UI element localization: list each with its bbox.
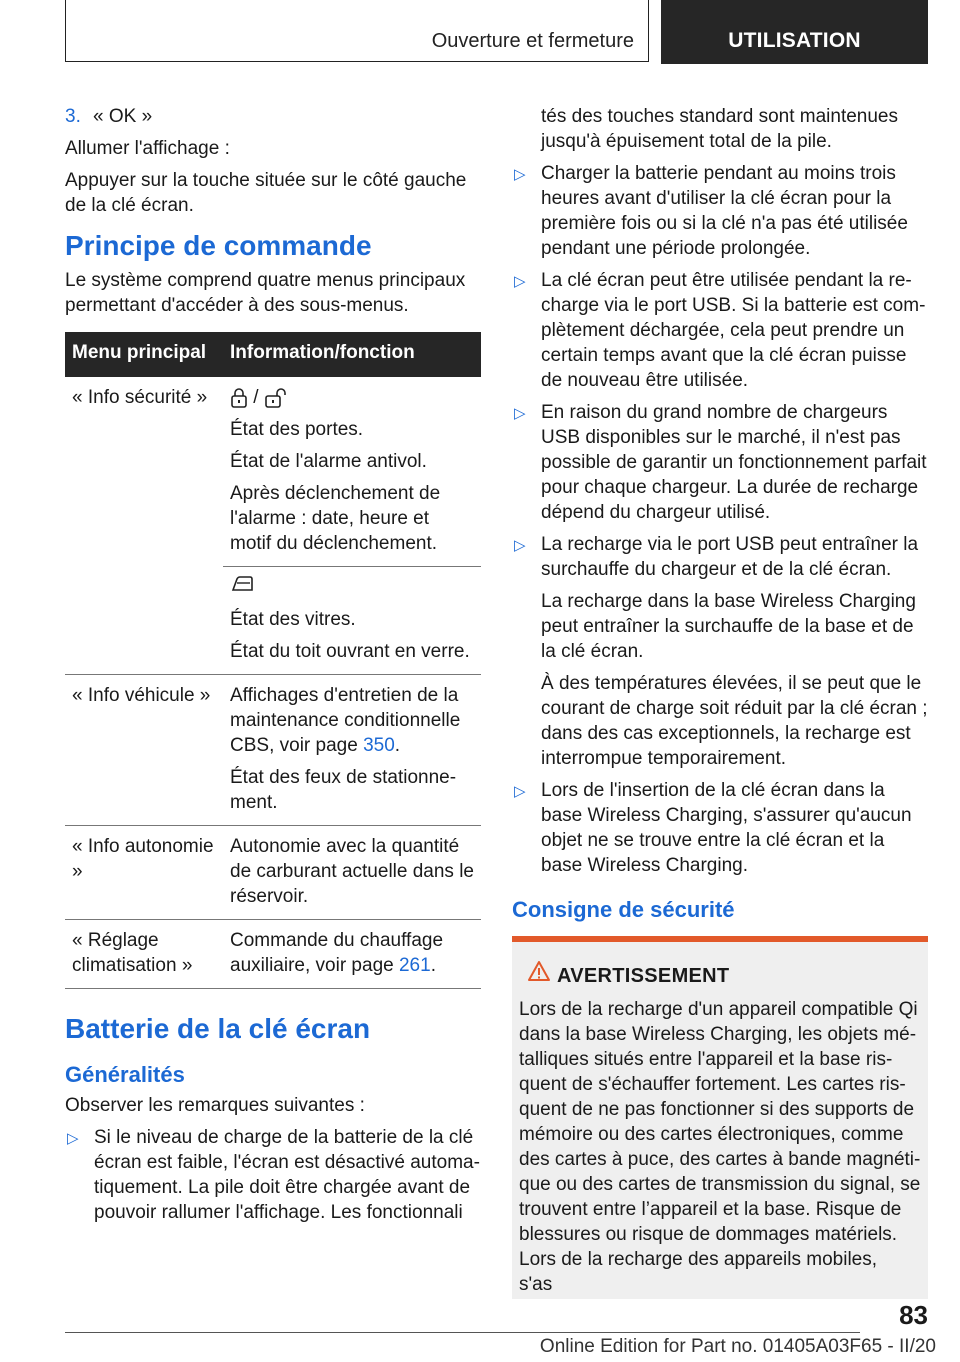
step-number: 3. [65,106,81,127]
info-line: État de l'alarme antivol. [230,451,427,472]
page-header [65,0,928,64]
table-header-row [65,332,481,377]
list-item-text: La recharge via le port USB peut entraîner la surchauffe du chargeur et de la clé écran. [541,534,919,580]
info-text-end: . [430,955,436,976]
list-item-text: tés des touches standard sont maintenues jusqu'à épuisement total de la pile. [541,106,899,152]
bullet-triangle-icon: ▷ [514,166,526,183]
paragraph: Observer les remarques suivantes : [65,1095,365,1116]
table-header-menu: Menu principal [65,332,223,377]
table-header-info: Information/fonction [223,332,481,377]
table-cell-menu: « Info autonomie » [65,826,223,920]
table-row [65,377,481,567]
list-item-text: À des températures élevées, il se peut que le courant de charge soit réduit par la clé écran ; dans des cas exceptionnels, la recharge est interrompue temporairement. [541,673,928,769]
warning-title-text: AVERTISSEMENT [557,965,730,987]
bullet-triangle-icon: ▷ [514,273,526,290]
list-item-text: Charger la batterie pendant au moins trois heures avant d'utiliser la clé écran pour la première fois ou si la clé n'a pas été utilisée pendant une période prolongée. [541,163,908,259]
section-title: Ouverture et fermeture [431,30,634,52]
heading-generalites: Généralités [65,1062,185,1087]
bullet-triangle-icon: ▷ [514,405,526,422]
list-item [512,778,928,878]
menu-table [65,332,481,989]
right-column [512,104,928,1299]
list-item-text: Lors de l'insertion de la clé écran dans la base Wireless Charging, s'assurer qu'aucun objet ne se trouve entre la clé écran et la base Wireless Charging. [541,780,912,876]
table-cell-info [223,377,481,567]
footer-rule [65,1332,860,1333]
table-cell-info [223,920,481,989]
heading-batterie: Batterie de la clé écran [65,1013,371,1044]
footer-text: Online Edition for Part no. 01405A03F65 - II/20 [539,1336,936,1357]
lock-open-icon [264,388,290,408]
warning-title [519,936,921,989]
list-item [512,532,928,771]
table-cell-info [223,675,481,826]
table-cell-menu: « Info sécurité » [65,377,223,675]
lock-icons [230,385,474,410]
table-row [65,675,481,826]
page-link-261[interactable]: 261 [398,955,431,976]
heading-consigne: Consigne de sécurité [512,897,735,922]
paragraph: Allumer l'affichage : [65,138,230,159]
chapter-tab [661,0,928,64]
info-text: Affichages d'entretien de la maintenance conditionnelle CBS, voir page [230,685,461,756]
list-item [512,161,928,261]
icon-separator: / [253,387,259,408]
list-item-text: Si le niveau de charge de la batterie de la clé écran est faible, l'écran est désactivé automatiquement. La pile doit être chargée avant de pouvoir rallumer l'affichage. Les fonctionnali [94,1127,480,1223]
table-cell-info: Autonomie avec la quantité de carburant actuelle dans le réservoir. [223,826,481,920]
paragraph: Appuyer sur la touche située sur le côté gauche de la clé écran. [65,170,467,216]
step-text: « OK » [93,106,153,127]
list-item-text: La clé écran peut être utilisée pendant la recharge via le port USB. Si la batterie est complètement déchargée, cela peut prendre un certain temps avant que la clé écran puisse de nouveau être utilisée. [541,270,926,391]
car-window-icon [230,575,254,593]
page-link-350[interactable]: 350 [363,735,395,756]
bullet-list [512,104,928,878]
list-item-text: La recharge dans la base Wireless Charging peut entraîner la surchauffe de la base et de la clé écran. [541,591,916,662]
info-line [230,683,474,758]
bullet-triangle-icon: ▷ [514,537,526,554]
info-line: Après déclenchement de l'alarme : date, heure et motif du déclenchement. [230,483,441,554]
list-item-continued [512,104,928,154]
info-line: État des feux de stationnement. [230,767,457,813]
bullet-triangle-icon: ▷ [67,1130,79,1147]
info-text-end: . [394,735,401,756]
left-column [65,104,481,1232]
warning-triangle-icon [527,960,551,982]
heading-principe: Principe de commande [65,230,372,261]
chapter-title: UTILISATION [728,29,861,52]
section-tab [65,0,649,62]
info-line: État des vitres. [230,609,356,630]
page-number: 83 [899,1300,928,1330]
warning-text: Lors de la recharge d'un appareil compatible Qi dans la base Wireless Charging, les objets métalliques situés entre l'appareil et la base risquent de s'échauffer fortement. Les cartes risquent de ne pas fonctionner si des supports de mémoire ou des cartes électroniques, comme des cartes à puce, des cartes à bande magnétique ou des cartes de transmission du signal, se trouvent entre l’appareil et la base. Risque de blessures ou risque de dommages matériels. Lors de la recharge des appareils mobiles, s'as [519,999,921,1295]
bullet-triangle-icon: ▷ [514,783,526,800]
lock-closed-icon [230,388,248,408]
table-row [65,920,481,989]
table-row [65,826,481,920]
table-cell-menu: « Réglage climatisation » [65,920,223,989]
info-text: Commande du chauffage auxiliaire, voir page [230,930,444,976]
list-item-text: En raison du grand nombre de chargeurs USB disponibles sur le marché, il n'est pas possible de garantir un fonctionnement parfait pour chaque chargeur. La durée de recharge dépend du chargeur utilisé. [541,402,927,523]
info-line: État des portes. [230,419,364,440]
window-icon-line [230,575,474,600]
table-cell-info [223,567,481,675]
warning-box [512,936,928,1299]
list-item [512,268,928,393]
paragraph: Le système comprend quatre menus principaux permettant d'accéder à des sous-menus. [65,270,466,316]
list-item [512,400,928,525]
bullet-list [65,1125,481,1225]
table-cell-menu: « Info véhicule » [65,675,223,826]
list-item [65,1125,481,1225]
info-line: État du toit ouvrant en verre. [230,641,470,662]
step-3 [65,104,481,129]
